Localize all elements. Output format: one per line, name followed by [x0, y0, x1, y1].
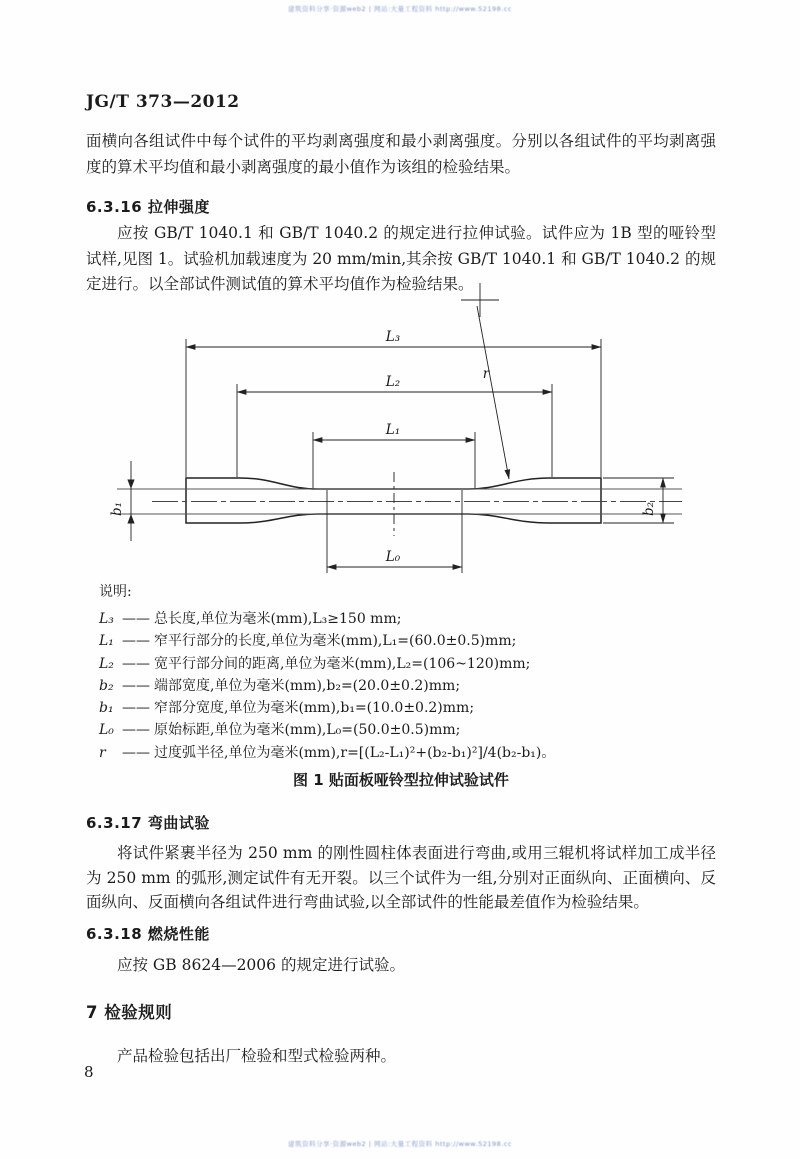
legend-symbol: L₃ [99, 611, 114, 627]
specimen-diagram [0, 280, 800, 585]
legend-desc: 窄平行部分的长度,单位为毫米(mm),L₁=(60.0±0.5)mm; [154, 633, 517, 650]
legend-symbol: L₁ [99, 633, 114, 650]
label-L2: L₂ [385, 374, 401, 390]
legend-dash: —— [122, 744, 150, 761]
dimension-b2 [603, 478, 674, 523]
label-L0: L₀ [385, 549, 401, 565]
legend-desc: 过度弧半径,单位为毫米(mm),r=[(L₂-L₁)²+(b₂-b₁)²]/4(b₂-b₁)。 [154, 744, 556, 761]
legend-item-L0 [99, 719, 555, 741]
figure-legend [99, 581, 555, 764]
figure-1-diagram [0, 280, 800, 585]
legend-desc: 原始标距,单位为毫米(mm),L₀=(50.0±0.5)mm; [154, 722, 461, 739]
legend-dash: —— [122, 611, 150, 627]
dimension-L3 [186, 339, 601, 477]
label-r: r [482, 366, 490, 382]
heading-6-3-18: 6.3.18 燃烧性能 [86, 925, 210, 943]
legend-symbol: L₂ [99, 655, 114, 672]
legend-desc: 总长度,单位为毫米(mm),L₃≥150 mm; [154, 611, 402, 627]
legend-symbol: b₂ [99, 677, 114, 694]
doc-number: JG/T 373—2012 [86, 92, 240, 112]
legend-dash: —— [122, 700, 150, 717]
legend-dash: —— [122, 655, 150, 672]
label-L1: L₁ [385, 422, 401, 438]
legend-desc: 窄部分宽度,单位为毫米(mm),b₁=(10.0±0.2)mm; [154, 700, 475, 717]
legend-desc: 端部宽度,单位为毫米(mm),b₂=(20.0±0.2)mm; [154, 677, 461, 694]
watermark-top: 建筑资料分享·资源web2 | 网站:大量工程资料 http://www.52198.cc [288, 5, 512, 13]
legend-item-b1 [99, 697, 555, 719]
legend-symbol: r [99, 744, 106, 761]
legend-item-b2 [99, 675, 555, 697]
legend-item-L1 [99, 630, 555, 652]
figure-caption: 图 1 贴面板哑铃型拉伸试验试件 [293, 771, 509, 789]
label-b2: b₂ [641, 501, 657, 517]
legend-item-L2 [99, 653, 555, 675]
paragraph-7: 产品检验包括出厂检验和型式检验两种。 [117, 1047, 397, 1065]
page-number: 8 [84, 1063, 94, 1081]
dimension-b1 [127, 461, 134, 541]
legend-dash: —— [122, 722, 150, 739]
paragraph-intro: 面横向各组试件中每个试件的平均剥离强度和最小剥离强度。分别以各组试件的平均剥离强度的算术平均值和最小剥离强度的最小值作为该组的检验结果。 [86, 132, 716, 176]
heading-7: 7 检验规则 [86, 1003, 173, 1022]
heading-6-3-17: 6.3.17 弯曲试验 [86, 814, 210, 832]
legend-symbol: b₁ [99, 700, 114, 717]
paragraph-6-3-18: 应按 GB 8624—2006 的规定进行试验。 [117, 956, 405, 974]
legend-desc: 宽平行部分间的距离,单位为毫米(mm),L₂=(106~120)mm; [154, 655, 531, 672]
heading-6-3-16: 6.3.16 拉伸强度 [86, 198, 210, 216]
label-L3: L₃ [385, 329, 401, 345]
legend-title: 说明: [99, 584, 132, 600]
legend-symbol: L₀ [99, 722, 114, 739]
paragraph-6-3-16: 应按 GB/T 1040.1 和 GB/T 1040.2 的规定进行拉伸试验。试件应为 1B 型的哑铃型试样,见图 1。试验机加载速度为 20 mm/min,其余按 GB/T 1040.1 和 GB/T 1040.2 的规定进行。以全部试件测试值的算术平均值作为检验结果。 [86, 224, 716, 293]
legend-item-r [99, 742, 555, 764]
paragraph-6-3-17: 将试件紧裹半径为 250 mm 的刚性圆柱体表面进行弯曲,或用三辊机将试样加工成半径为 250 mm 的弧形,测定试件有无开裂。以三个试件为一组,分别对正面纵向、正面横向、反面纵向、反面横向各组试件进行弯曲试验,以全部试件的性能最差值作为检验结果。 [86, 844, 716, 911]
label-b1: b₁ [109, 501, 125, 517]
legend-dash: —— [122, 633, 150, 650]
watermark-bottom: 建筑资料分享·资源web2 | 网站:大量工程资料 http://www.52198.cc [288, 1140, 512, 1148]
legend-item-L3 [99, 608, 555, 630]
legend-dash: —— [122, 677, 150, 694]
